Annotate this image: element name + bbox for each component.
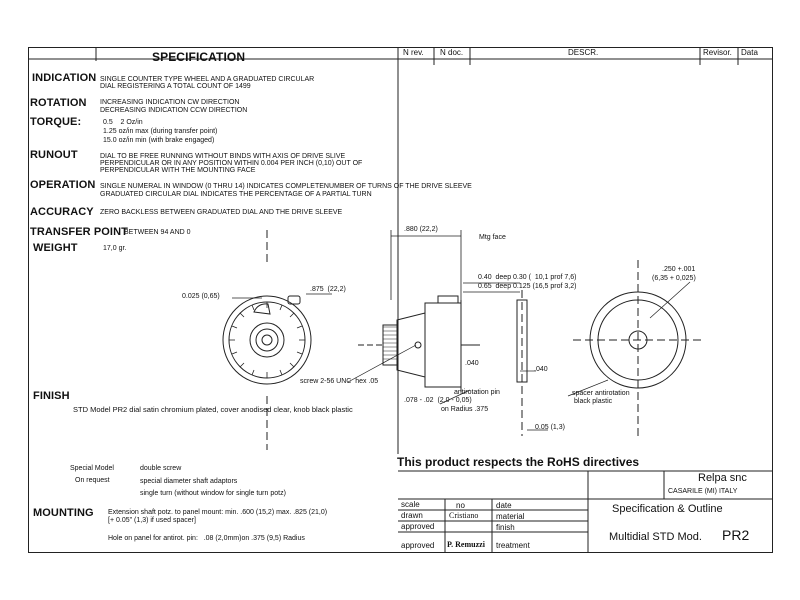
approved-by: P. Remuzzi	[447, 540, 485, 549]
special-item-1: double screw	[140, 465, 182, 472]
operation-line1: SINGLE NUMERAL IN WINDOW (0 THRU 14) INDICATES COMPLETENUMBER OF TURNS OF THE DRIVE SLEEVE	[100, 183, 472, 190]
torque-line3: 15.0 oz/in min (with brake engaged)	[103, 137, 215, 144]
dim-040-deep: 0.40 deep 0.30 ( 10,1 prof 7,6)	[478, 274, 577, 281]
drawn-label: drawn	[401, 511, 423, 520]
screw-label: screw 2-56 UNC hex .05	[300, 378, 379, 385]
special-item-3: single turn (without window for single turn potz)	[140, 490, 286, 497]
dim-040-a: .040	[465, 360, 479, 367]
dim-040-b: .040	[534, 366, 548, 373]
approved2-label: approved	[401, 541, 435, 550]
doc-title: Specification & Outline	[612, 503, 723, 515]
dim-250-a: .250 +.001	[662, 266, 696, 273]
spacer-material: black plastic	[574, 398, 613, 405]
weight-label: WEIGHT	[33, 242, 78, 254]
drawn-by: Cristiano	[449, 511, 479, 520]
finish-cell-label: finish	[496, 523, 515, 532]
dim-0025: 0.025 (0,65)	[182, 293, 220, 300]
weight-value: 17,0 gr.	[103, 245, 127, 252]
treatment-label: treatment	[496, 541, 530, 550]
col-doc: N doc.	[440, 48, 464, 57]
col-data: Data	[741, 48, 758, 57]
rohs-statement: This product respects the RoHS directives	[397, 455, 640, 469]
runout-label: RUNOUT	[30, 149, 78, 161]
rotation-line2: DECREASING INDICATION CCW DIRECTION	[100, 107, 248, 114]
dim-250-b: (6,35 + 0,025)	[652, 275, 696, 282]
finish-text: STD Model PR2 dial satin chromium plated, cover anodised clear, knob black plastic	[73, 405, 353, 414]
on-request-label: On request	[75, 477, 110, 484]
operation-line2: GRADUATED CIRCULAR DIAL INDICATES THE PERCENTAGE OF A PARTIAL TURN	[100, 191, 372, 198]
company-name: Relpa snc	[698, 472, 747, 484]
transfer-point-label: TRANSFER POINT	[30, 226, 128, 238]
antirotation-pin-label: antirotation pin	[454, 389, 500, 396]
torque-line1: 0.5 2 Oz/in	[103, 119, 143, 126]
accuracy-label: ACCURACY	[30, 206, 94, 218]
scale-label: scale	[401, 500, 420, 509]
finish-label: FINISH	[33, 390, 70, 402]
mounting-label: MOUNTING	[33, 507, 94, 519]
indication-line1: SINGLE COUNTER TYPE WHEEL AND A GRADUATED CIRCULAR	[100, 76, 315, 83]
mounting-line3: Hole on panel for antirot. pin: .08 (2,0mm)on .375 (9,5) Radius	[108, 535, 305, 542]
torque-line2: 1.25 oz/in max (during transfer point)	[103, 128, 218, 135]
rotation-line1: INCREASING INDICATION CW DIRECTION	[100, 99, 240, 106]
dim-0880: .880 (22,2)	[404, 226, 438, 233]
date-label: date	[496, 501, 512, 510]
indication-label: INDICATION	[32, 72, 97, 84]
dim-005: 0.05 (1,3)	[535, 424, 565, 431]
mounting-line2: [+ 0.05" (1,3) if used spacer]	[108, 517, 196, 524]
mtg-face-label: Mtg face	[479, 234, 506, 241]
model-name: PR2	[722, 527, 750, 543]
spec-title: SPECIFICATION	[152, 50, 246, 64]
company-location: CASARILE (MI) ITALY	[668, 488, 738, 495]
torque-label: TORQUE:	[30, 116, 82, 128]
runout-line3: PERPENDICULAR WITH THE MOUNTING FACE	[100, 167, 256, 174]
approved-label: approved	[401, 522, 435, 531]
transfer-point-value: BETWEEN 94 AND 0	[124, 229, 191, 236]
accuracy-line1: ZERO BACKLESS BETWEEN GRADUATED DIAL AND THE DRIVE SLEEVE	[100, 209, 343, 216]
antirotation-pin-dim: .078 - .02 (2,0 - 0,05)	[404, 397, 472, 404]
dim-0875: .875 (22,2)	[310, 286, 346, 293]
indication-line2: DIAL REGISTERING A TOTAL COUNT OF 1499	[100, 83, 251, 90]
antirotation-pin-radius: on Radius .375	[441, 406, 489, 413]
special-model-label: Special Model	[70, 465, 114, 472]
dim-065-deep: 0.65 deep 0.125 (16,5 prof 3,2)	[478, 283, 577, 290]
runout-line2: PERPENDICULAR OR IN ANY POSITION WITHIN 0.004 PER INCH (0,10) OUT OF	[100, 160, 363, 167]
col-revisor: Revisor.	[703, 48, 732, 57]
material-label: material	[496, 512, 525, 521]
scale-value: no	[456, 501, 465, 510]
runout-line1: DIAL TO BE FREE RUNNING WITHOUT BINDS WITH AXIS OF DRIVE SLIVE	[100, 153, 346, 160]
special-item-2: special diameter shaft adaptors	[140, 478, 238, 485]
model-prefix: Multidial STD Mod.	[609, 531, 702, 543]
col-rev: N rev.	[403, 48, 424, 57]
rotation-label: ROTATION	[30, 97, 87, 109]
operation-label: OPERATION	[30, 179, 96, 191]
mounting-line1: Extension shaft potz. to panel mount: min. .600 (15,2) max. .825 (21,0)	[108, 509, 328, 516]
col-descr: DESCR.	[568, 48, 599, 57]
spacer-label: spacer antirotation	[572, 390, 630, 397]
